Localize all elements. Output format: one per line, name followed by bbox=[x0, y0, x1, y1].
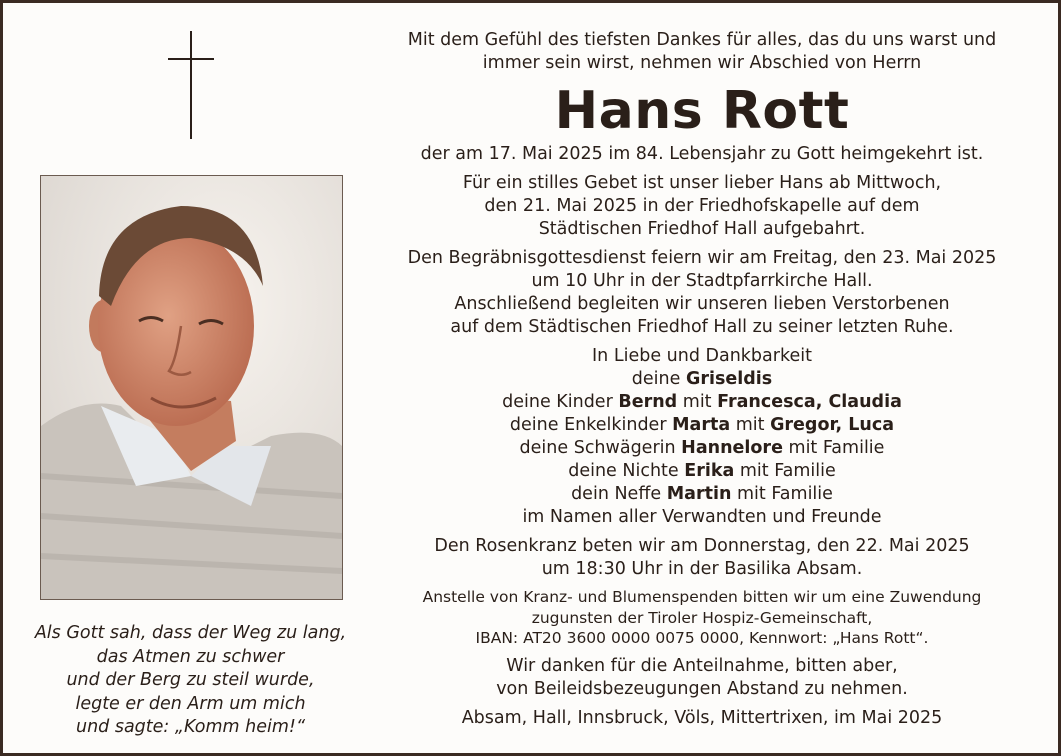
donation-line: Anstelle von Kranz- und Blumenspenden bitten wir um eine Zuwendung bbox=[422, 588, 982, 606]
prayer-line: Städtischen Friedhof Hall aufgebahrt. bbox=[538, 219, 866, 239]
donation-line: IBAN: AT20 3600 0000 0075 0000, Kennwort: „Hans Rott“. bbox=[475, 629, 929, 647]
poem-line: und der Berg zu steil wurde, bbox=[66, 670, 315, 690]
portrait-photo bbox=[40, 175, 343, 600]
poem-line: legte er den Arm um mich bbox=[75, 693, 306, 714]
cross-icon bbox=[168, 31, 216, 141]
rosary-line: um 18:30 Uhr in der Basilika Absam. bbox=[541, 559, 863, 579]
poem-line: und sagte: „Komm heim!“ bbox=[75, 717, 306, 737]
mourner-children: deine Kinder Bernd mit Francesca, Claudia bbox=[502, 392, 902, 412]
rosary-line: Den Rosenkranz beten wir am Donnerstag, den 22. Mai 2025 bbox=[434, 536, 970, 556]
mourner-grandchildren: deine Enkelkinder Marta mit Gregor, Luca bbox=[509, 415, 895, 435]
donation-line: zugunsten der Tiroler Hospiz-Gemeinschaft, bbox=[531, 608, 873, 627]
funeral-line: Den Begräbnisgottesdienst feiern wir am Freitag, den 23. Mai 2025 bbox=[407, 248, 997, 268]
mourner-niece: deine Nichte Erika mit Familie bbox=[568, 461, 836, 481]
thanks-line: Wir danken für die Anteilnahme, bitten aber, bbox=[506, 655, 898, 676]
intro-line: Mit dem Gefühl des tiefsten Dankes für alles, das du uns warst und bbox=[407, 30, 997, 50]
death-line: der am 17. Mai 2025 im 84. Lebensjahr zu Gott heimgekehrt ist. bbox=[420, 144, 984, 164]
mourner-nephew: dein Neffe Martin mit Familie bbox=[571, 484, 833, 504]
deceased-name: Hans Rott bbox=[554, 81, 850, 141]
prayer-line: Für ein stilles Gebet ist unser lieber Hans ab Mittwoch, bbox=[462, 173, 942, 193]
poem-line: das Atmen zu schwer bbox=[96, 646, 285, 667]
mourners-intro: In Liebe und Dankbarkeit bbox=[592, 346, 812, 366]
thanks-line: von Beileidsbezeugungen Abstand zu nehmen. bbox=[496, 678, 908, 699]
prayer-line: den 21. Mai 2025 in der Friedhofskapelle auf dem bbox=[484, 196, 920, 216]
intro-line: immer sein wirst, nehmen wir Abschied von Herrn bbox=[482, 53, 922, 73]
poem-line: Als Gott sah, dass der Weg zu lang, bbox=[34, 623, 347, 643]
funeral-line: Anschließend begleiten wir unseren lieben Verstorbenen bbox=[454, 294, 950, 314]
places-date: Absam, Hall, Innsbruck, Völs, Mittertrixen, im Mai 2025 bbox=[461, 707, 943, 728]
funeral-line: um 10 Uhr in der Stadtpfarrkirche Hall. bbox=[531, 271, 873, 291]
funeral-line: auf dem Städtischen Friedhof Hall zu seiner letzten Ruhe. bbox=[450, 317, 954, 337]
mourner-sister-in-law: deine Schwägerin Hannelore mit Familie bbox=[519, 438, 885, 458]
mourner-relatives: im Namen aller Verwandten und Freunde bbox=[522, 507, 882, 527]
mourner-wife: deine Griseldis bbox=[631, 369, 773, 389]
announcement-text bbox=[375, 29, 1029, 730]
poem bbox=[23, 622, 358, 740]
